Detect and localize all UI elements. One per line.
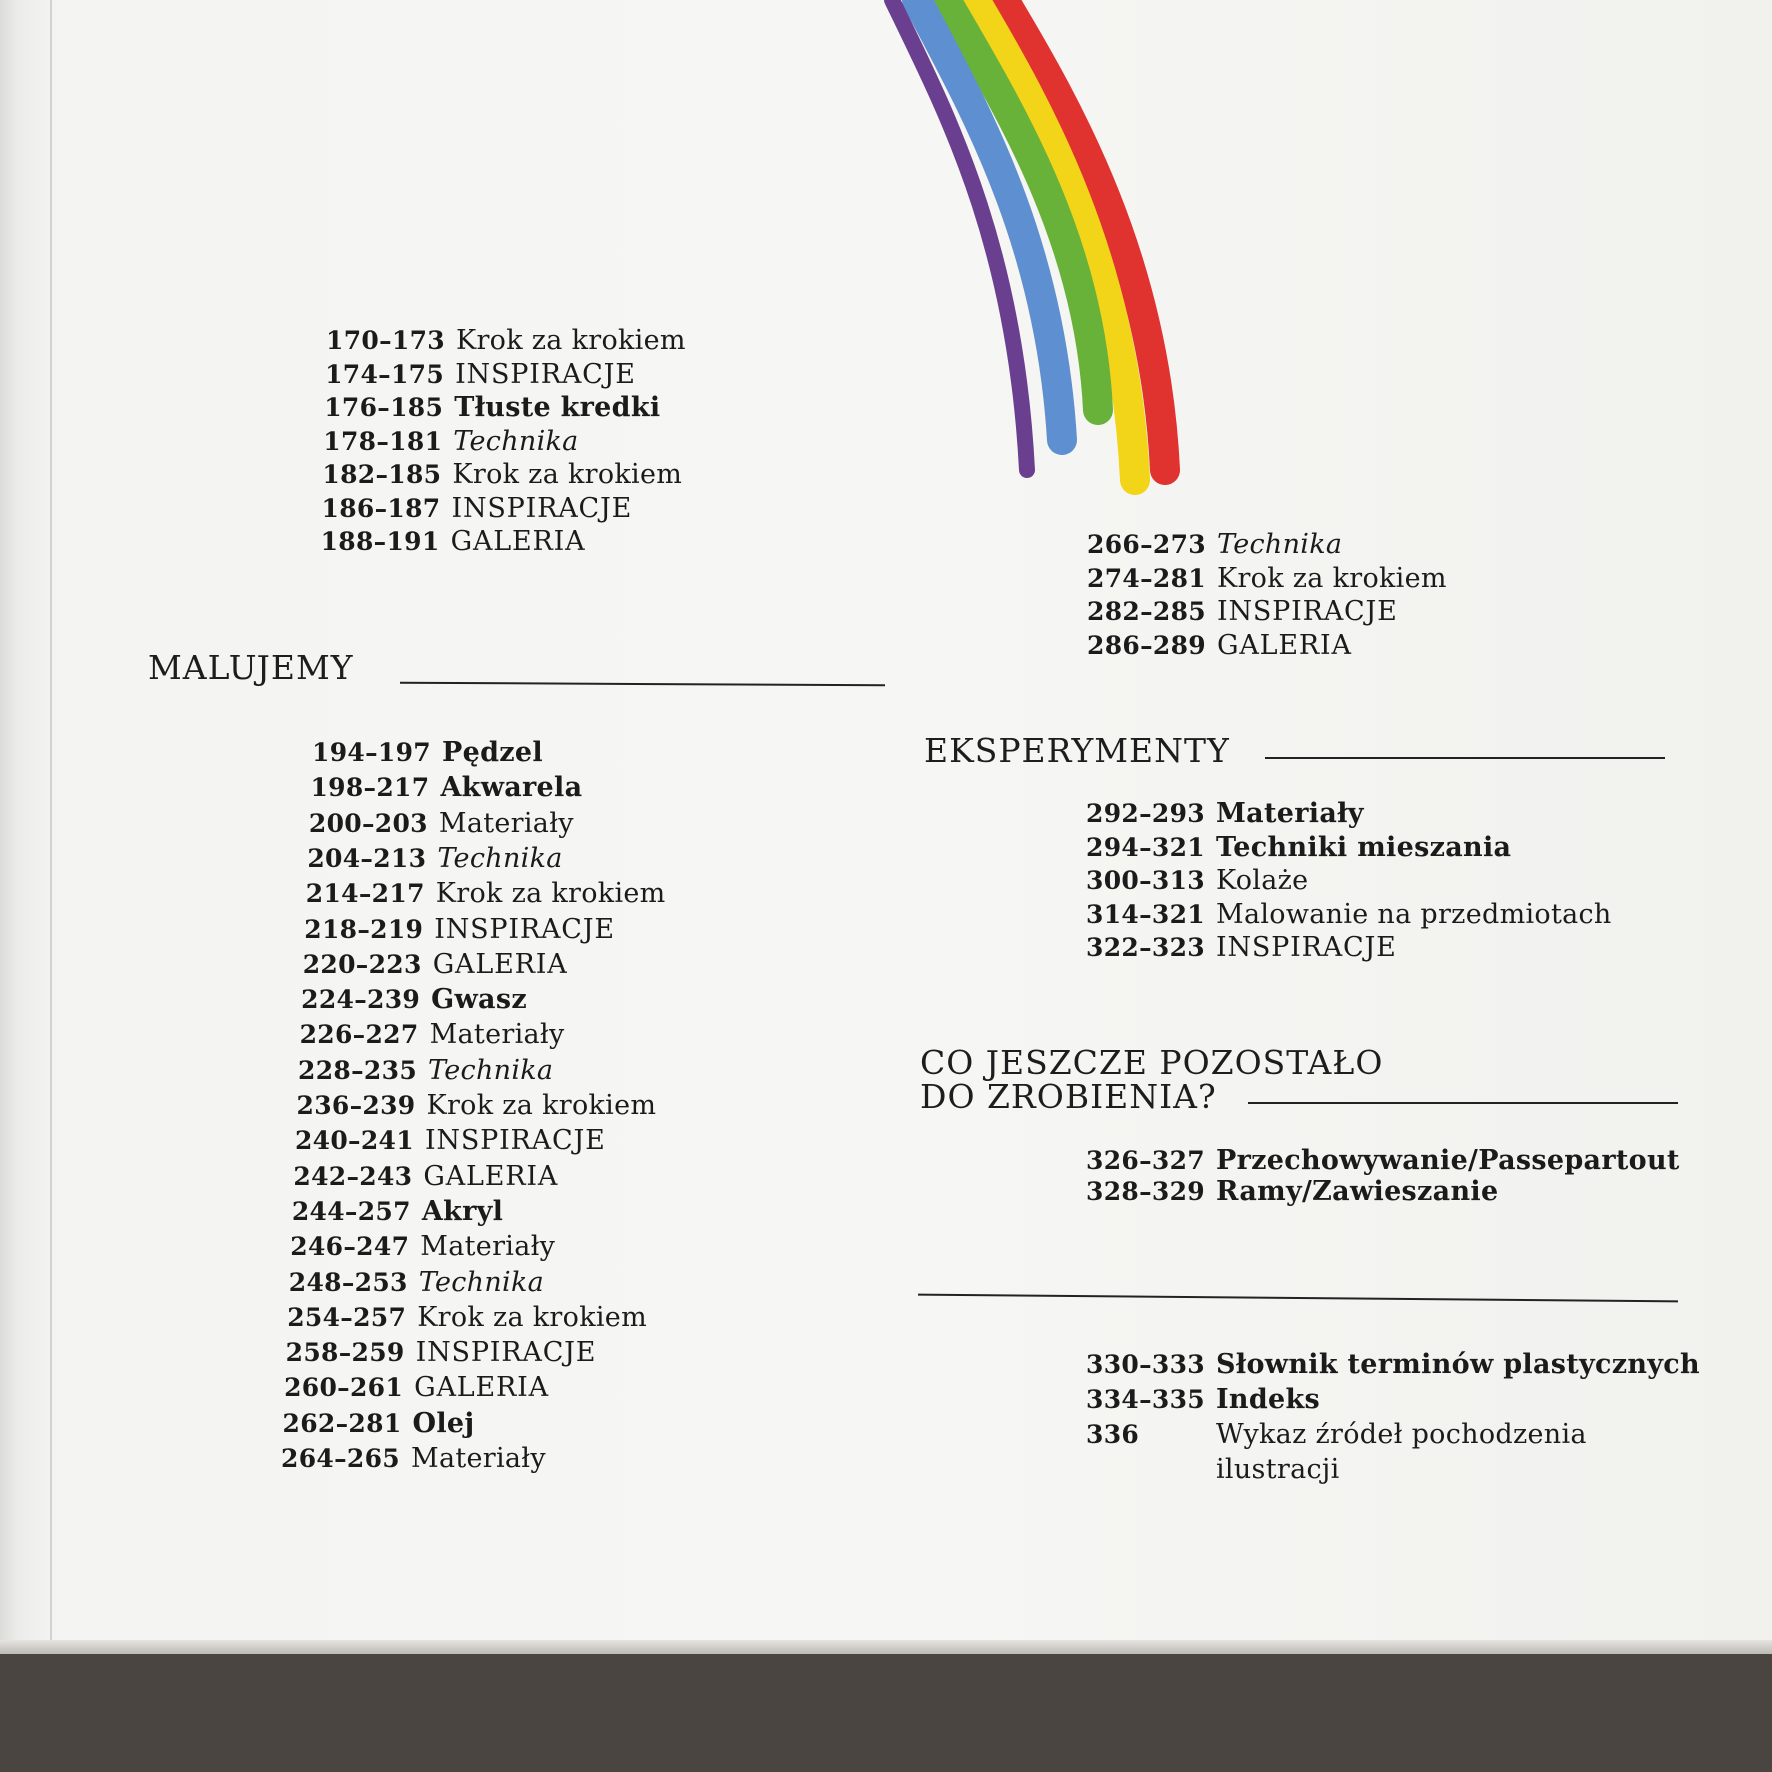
- toc-entry[interactable]: [321, 526, 586, 558]
- toc-entry-pages: 336: [1086, 1420, 1140, 1449]
- toc-entry-title: Wykaz źródeł pochodzenia: [1216, 1419, 1587, 1450]
- toc-entry[interactable]: [1086, 932, 1397, 964]
- toc-entry-title: Techniki mieszania: [1216, 831, 1512, 863]
- toc-entry-pages: 204–213: [307, 843, 427, 873]
- toc-entry-pages: 174–175: [325, 359, 445, 389]
- toc-entry-title: INSPIRACJE: [1216, 932, 1397, 963]
- toc-entry-title: Materiały: [420, 1231, 556, 1263]
- toc-entry-title: Materiały: [411, 1443, 546, 1474]
- toc-entry[interactable]: [281, 1443, 546, 1475]
- toc-entry[interactable]: [309, 808, 574, 840]
- section-heading-co-jeszcze-line1: CO JESZCZE POZOSTAŁO: [920, 1043, 1384, 1082]
- toc-entry[interactable]: [290, 1231, 555, 1263]
- toc-entry-pages: 198–217: [310, 773, 430, 803]
- toc-entry-title: Pędzel: [442, 737, 543, 768]
- toc-entry-pages: 326–327: [1086, 1146, 1205, 1175]
- toc-entry-pages: 330–333: [1086, 1350, 1205, 1379]
- toc-entry-pages: 218–219: [304, 914, 424, 944]
- toc-entry[interactable]: [1086, 1349, 1700, 1381]
- toc-entry-title: INSPIRACJE: [455, 358, 636, 390]
- toc-entry-pages: 244–257: [291, 1196, 411, 1226]
- toc-entry-pages: 258–259: [285, 1338, 405, 1368]
- toc-entry[interactable]: [307, 843, 562, 875]
- section-heading-malujemy: MALUJEMY: [148, 648, 354, 687]
- toc-entry-title: Technika: [437, 842, 563, 874]
- rainbow-illustration: [0, 0, 1772, 560]
- toc-entry-pages: 334–335: [1086, 1385, 1205, 1414]
- toc-entry-title: Akwarela: [440, 772, 583, 804]
- toc-entry[interactable]: [283, 1408, 475, 1440]
- toc-entry-title: GALERIA: [414, 1372, 549, 1404]
- toc-entry-title: Olej: [412, 1407, 475, 1439]
- toc-entry[interactable]: [1086, 899, 1612, 931]
- toc-entry-title: INSPIRACJE: [451, 492, 633, 524]
- toc-entry-pages: 314–321: [1086, 899, 1205, 929]
- toc-entry[interactable]: [323, 426, 578, 458]
- toc-entry-pages: 214–217: [305, 879, 425, 909]
- toc-entry-title: Krok za krokiem: [456, 325, 686, 356]
- toc-entry[interactable]: [324, 392, 660, 424]
- page-stack-edge: [0, 1640, 1772, 1654]
- toc-entry-pages: 254–257: [287, 1302, 407, 1332]
- toc-entry-title: Przechowywanie/Passepartout: [1216, 1145, 1680, 1176]
- toc-entry-title: Tłuste kredki: [454, 392, 661, 423]
- toc-entry-pages: 200–203: [308, 808, 428, 838]
- toc-entry-title: Technika: [453, 425, 579, 457]
- toc-entry[interactable]: [289, 1267, 544, 1299]
- toc-entry[interactable]: [304, 914, 615, 946]
- toc-entry-pages: 246–247: [290, 1232, 410, 1262]
- toc-entry-title: Krok za krokiem: [417, 1301, 647, 1333]
- toc-entry-pages: 176–185: [324, 393, 444, 422]
- toc-continuation-line: [1086, 1454, 1340, 1486]
- toc-entry[interactable]: [1086, 798, 1364, 830]
- toc-entry[interactable]: [312, 737, 543, 769]
- toc-entry-title: Technika: [418, 1266, 545, 1298]
- toc-entry-pages: 328–329: [1086, 1177, 1205, 1206]
- toc-entry-title: INSPIRACJE: [415, 1337, 597, 1369]
- toc-entry-title: Technika: [428, 1054, 554, 1086]
- toc-entry-title: Krok za krokiem: [1217, 562, 1447, 594]
- toc-entry-pages: 266–273: [1087, 530, 1206, 559]
- toc-entry[interactable]: [326, 325, 686, 357]
- toc-entry[interactable]: [297, 1090, 657, 1122]
- toc-entry[interactable]: [293, 1161, 558, 1193]
- toc-entry-pages: 286–289: [1087, 630, 1206, 660]
- toc-entry[interactable]: [1086, 1419, 1587, 1451]
- toc-entry-title: INSPIRACJE: [434, 913, 615, 945]
- toc-entry[interactable]: [1086, 1145, 1680, 1177]
- toc-entry-pages: 292–293: [1086, 799, 1205, 828]
- toc-entry-pages: 182–185: [322, 460, 442, 489]
- toc-entry-title: Technika: [1217, 529, 1343, 560]
- heading-rule: [1248, 1102, 1678, 1104]
- toc-entry-pages: 300–313: [1086, 866, 1205, 895]
- toc-entry-title: Ramy/Zawieszanie: [1216, 1176, 1499, 1207]
- toc-entry-title: Materiały: [438, 807, 574, 839]
- toc-entry-pages: 170–173: [326, 326, 445, 355]
- toc-entry[interactable]: [1086, 865, 1308, 897]
- toc-entry[interactable]: [322, 493, 633, 525]
- toc-entry-title: Indeks: [1216, 1384, 1321, 1415]
- toc-entry-pages: 240–241: [294, 1126, 414, 1156]
- toc-entry-title: Krok za krokiem: [426, 1090, 657, 1121]
- toc-entry[interactable]: [300, 1019, 565, 1051]
- toc-entry-title: Kolaże: [1216, 865, 1309, 896]
- toc-entry-pages: 248–253: [288, 1267, 408, 1297]
- toc-entry-pages: 228–235: [298, 1055, 418, 1085]
- toc-entry-title: GALERIA: [432, 948, 568, 980]
- toc-entry-title: Gwasz: [431, 984, 527, 1016]
- section-heading-eksperymenty: EKSPERYMENTY: [924, 731, 1230, 770]
- toc-entry[interactable]: [295, 1125, 606, 1157]
- toc-entry[interactable]: [1087, 596, 1398, 628]
- toc-entry[interactable]: [310, 772, 582, 804]
- toc-entry[interactable]: [286, 1337, 597, 1369]
- toc-entry-pages: 262–281: [282, 1408, 402, 1438]
- toc-entry-title: GALERIA: [450, 526, 586, 557]
- toc-entry-title: Krok za krokiem: [435, 878, 666, 910]
- toc-entry-title: Materiały: [1216, 798, 1364, 829]
- toc-entry-title: GALERIA: [423, 1160, 559, 1192]
- toc-entry-pages: 282–285: [1087, 597, 1206, 626]
- toc-entry-pages: 294–321: [1086, 832, 1205, 862]
- toc-entry-title: Krok za krokiem: [452, 459, 683, 490]
- toc-entry-pages: 220–223: [302, 949, 422, 979]
- toc-entry[interactable]: [1086, 1384, 1320, 1416]
- toc-entry[interactable]: [284, 1372, 549, 1404]
- heading-rule: [400, 682, 885, 687]
- toc-entry-title: Materiały: [429, 1019, 565, 1051]
- section-heading-co-jeszcze-line2: DO ZROBIENIA?: [920, 1077, 1217, 1116]
- toc-entry[interactable]: [1086, 1176, 1498, 1208]
- toc-entry-title: Malowanie na przedmiotach: [1216, 898, 1612, 930]
- toc-entry[interactable]: [306, 878, 666, 910]
- toc-entry[interactable]: [298, 1055, 553, 1087]
- toc-entry[interactable]: [1086, 832, 1511, 864]
- toc-entry[interactable]: [292, 1196, 503, 1228]
- toc-entry-pages: 194–197: [312, 738, 431, 767]
- toc-entry-pages: 188–191: [320, 527, 440, 556]
- toc-entry-pages: 178–181: [323, 426, 443, 456]
- toc-entry-pages: 260–261: [284, 1373, 404, 1403]
- toc-entry-pages: 322–323: [1086, 933, 1205, 962]
- toc-entry[interactable]: [1087, 529, 1342, 561]
- heading-rule: [1265, 757, 1665, 759]
- toc-entry-pages: 226–227: [299, 1020, 419, 1050]
- toc-entry-pages: 224–239: [301, 985, 421, 1015]
- toc-entry[interactable]: [322, 459, 682, 491]
- toc-entry[interactable]: [303, 949, 568, 981]
- toc-entry[interactable]: [287, 1302, 647, 1334]
- toc-entry-title: GALERIA: [1217, 629, 1352, 661]
- toc-entry[interactable]: [301, 984, 527, 1016]
- toc-entry-title: INSPIRACJE: [1217, 596, 1398, 627]
- toc-entry-title: Słownik terminów plastycznych: [1216, 1349, 1700, 1380]
- toc-entry-title: Akryl: [421, 1195, 504, 1227]
- toc-entry-title: ilustracji: [1216, 1454, 1340, 1485]
- toc-entry-pages: 242–243: [293, 1161, 413, 1191]
- toc-entry[interactable]: [1087, 630, 1352, 662]
- section-divider-rule: [918, 1294, 1678, 1303]
- toc-entry[interactable]: [325, 359, 636, 391]
- toc-entry[interactable]: [1087, 563, 1447, 595]
- toc-entry-pages: 274–281: [1087, 563, 1206, 593]
- toc-entry-pages: 264–265: [281, 1444, 400, 1473]
- toc-entry-pages: 236–239: [296, 1091, 416, 1120]
- toc-entry-pages: 186–187: [321, 493, 441, 523]
- toc-entry-title: INSPIRACJE: [424, 1125, 606, 1157]
